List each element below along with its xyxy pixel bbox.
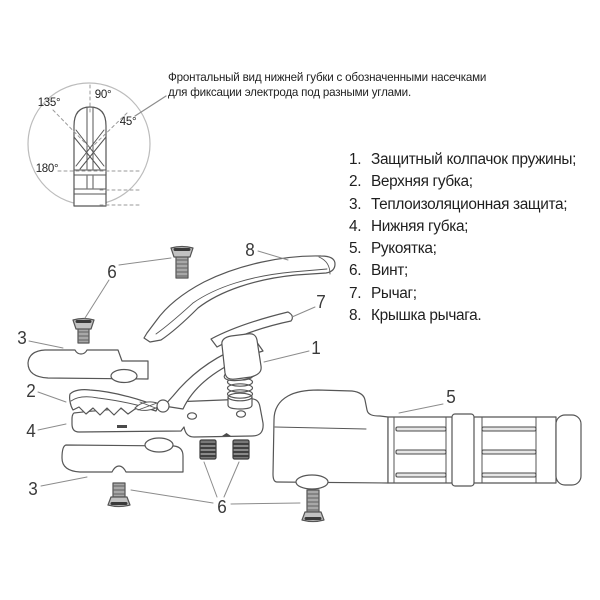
callout-6-top: 6 (107, 262, 117, 282)
screw-bottom-left (108, 483, 130, 507)
detail-view-caption (168, 71, 498, 100)
stud-screw-right (233, 440, 249, 459)
callout-8: 8 (245, 240, 255, 260)
legend-item-4: 4. Нижняя губка; (349, 217, 469, 235)
caption-line-2: для фиксации электрода под разными углами. (168, 85, 411, 99)
callout-2: 2 (26, 381, 36, 401)
callout-4: 4 (26, 421, 36, 441)
callout-5: 5 (446, 387, 456, 407)
callout-3-bottom: 3 (28, 479, 38, 499)
caption-line-1: Фронтальный вид нижней губки с обозначенными насечками (168, 71, 487, 84)
legend-item-8: 8. Крышка рычага. (349, 307, 482, 325)
screw-bottom-right (302, 490, 324, 522)
screw-top (171, 247, 193, 279)
legend-item-3: 3. Теплоизоляционная защита; (349, 195, 568, 213)
angle-label-135: 135° (37, 97, 61, 109)
angle-label-45: 45° (119, 116, 137, 128)
handle-part (273, 387, 581, 489)
insulation-plate-top-part (28, 350, 148, 383)
angle-label-90: 90° (94, 89, 112, 101)
legend-item-7: 7. Рычаг; (349, 284, 417, 302)
pivot-hole (157, 400, 169, 412)
legend-item-1: 1. Защитный колпачок пружины; (349, 151, 577, 168)
insulation-plate-bottom-part (62, 438, 183, 472)
legend-item-5: 5. Рукоятка; (349, 240, 437, 258)
callout-1: 1 (311, 338, 321, 358)
callout-7: 7 (316, 292, 326, 312)
legend-item-2: 2. Верхняя губка; (349, 173, 473, 191)
angle-label-180: 180° (35, 163, 59, 175)
stud-screw-left (200, 440, 216, 459)
screw-left (73, 319, 94, 344)
spring-cap-part (222, 334, 261, 383)
legend-item-6: 6. Винт; (349, 262, 408, 280)
callout-6-bottom: 6 (217, 497, 227, 517)
parts-legend (349, 149, 576, 327)
callout-3-top: 3 (17, 328, 27, 348)
